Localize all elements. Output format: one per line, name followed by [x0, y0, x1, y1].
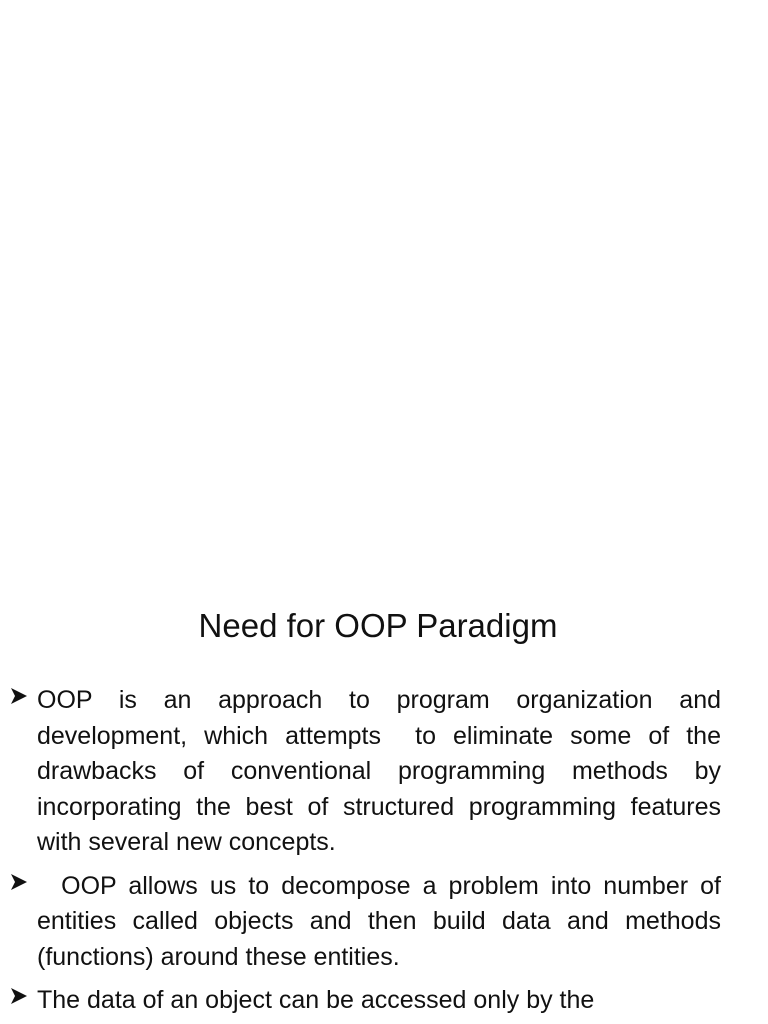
bullet-text: The data of an object can be accessed only by the — [37, 986, 595, 1014]
arrow-bullet-icon — [9, 986, 29, 1006]
bullet-text: OOP is an approach to program organization and development, which attempts to eliminate some of the drawbacks of conventional programming methods by incorporating the best of structured programming features with several new concepts. — [37, 686, 728, 856]
slide-title: Need for OOP Paradigm — [198, 607, 558, 644]
bullet-item — [0, 983, 768, 1019]
bullet-item — [0, 683, 768, 861]
bullet-item — [0, 869, 768, 976]
arrow-bullet-icon — [9, 686, 29, 706]
bullet-text: OOP allows us to decompose a problem into number of entities called objects and then build data and methods (functions) around these entities. — [37, 871, 728, 971]
bullet-list — [0, 683, 768, 1024]
arrow-bullet-icon — [9, 872, 29, 892]
